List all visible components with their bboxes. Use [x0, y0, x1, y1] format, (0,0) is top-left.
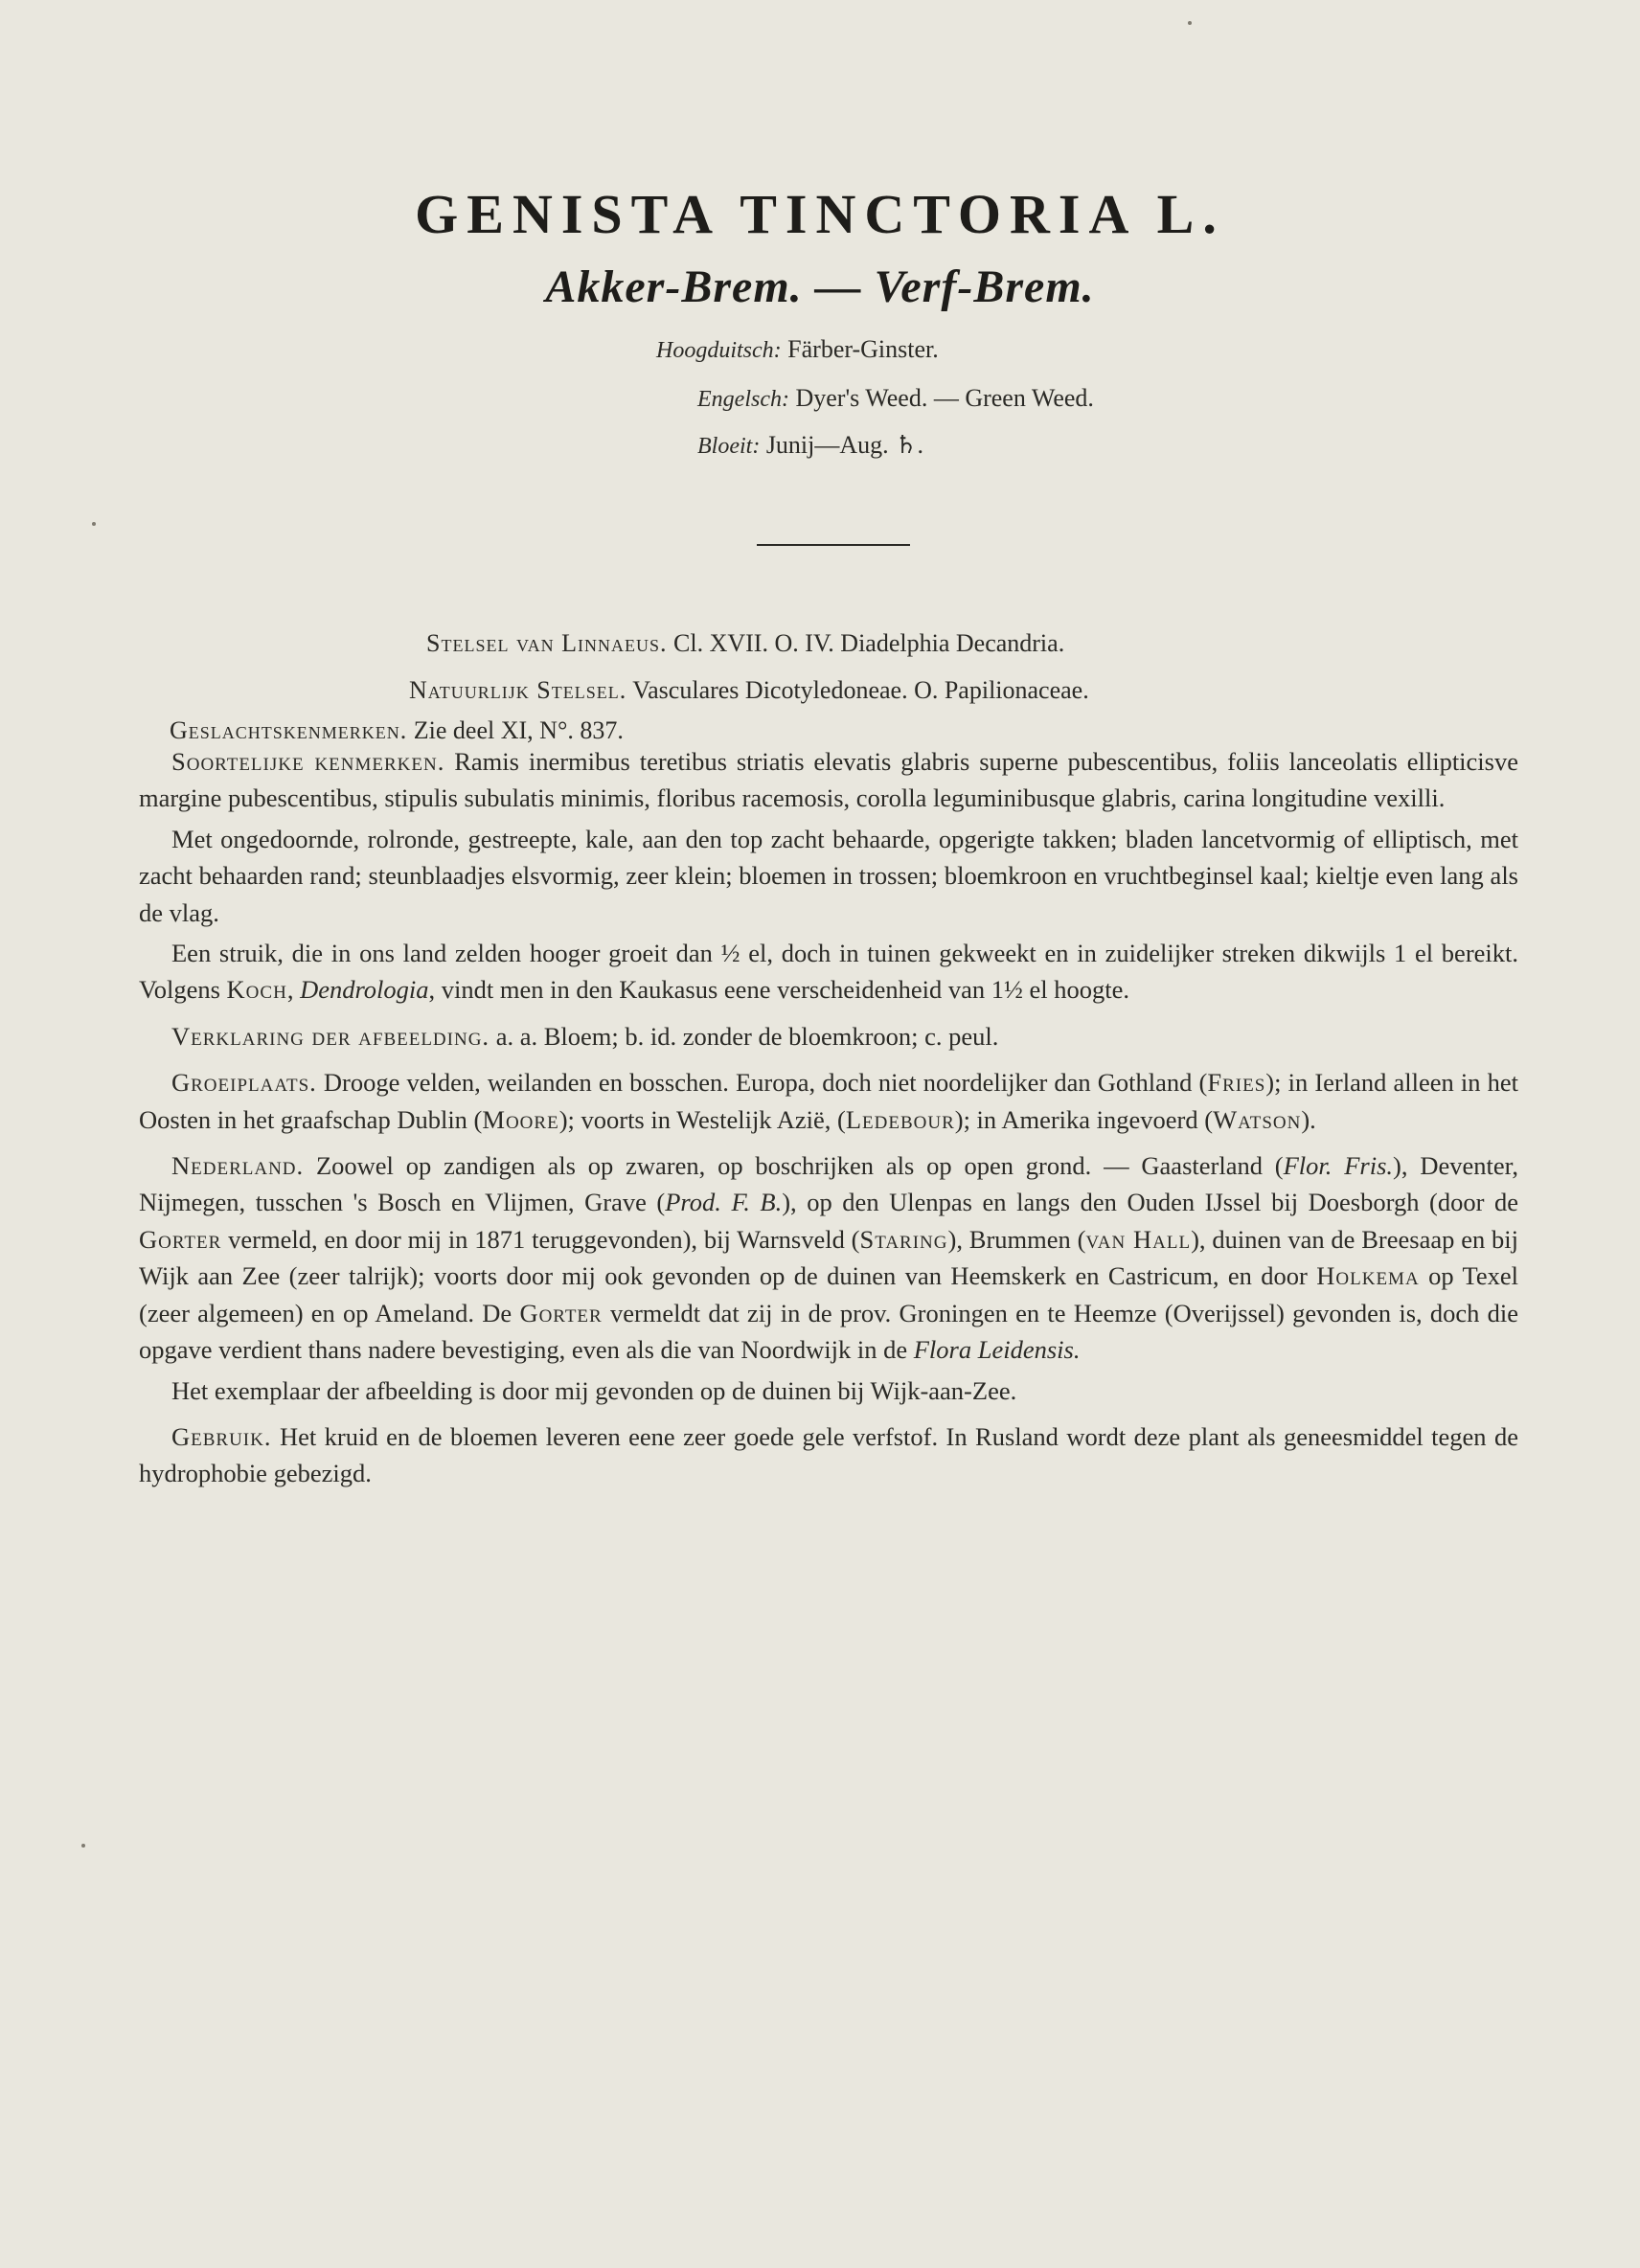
author-koch: Koch: [226, 975, 287, 1005]
linnaeus-label: Stelsel van Linnaeus.: [426, 629, 668, 657]
figure-text: a. a. Bloem; b. id. zonder de bloemkroon; c. peul.: [495, 1021, 999, 1051]
german-value: Färber-Ginster.: [787, 335, 939, 363]
linnaeus-value: Cl. XVII. O. IV. Diadelphia Decandria.: [673, 629, 1065, 657]
author-ledebour: Ledebour: [845, 1104, 955, 1134]
natural-system-line: [409, 676, 1089, 705]
bloom-line: [697, 431, 923, 460]
habitat-paragraph: [139, 1064, 1518, 1138]
nl-text-h: vermeldt dat zij in de prov. Groningen en te Heemze (Overijssel) gevonden is, doch die opgave verdient thans nadere bevestiging, even als die van Noordwijk in de: [139, 1298, 1519, 1365]
nl-text-b: ), Deventer, Nijmegen, tusschen 's Bosch en Vlijmen, Grave (: [139, 1151, 1518, 1217]
species-dutch-text: Met ongedoornde, rolronde, gestreepte, kale, aan den top zacht behaarde, opgerigte takken; bladen lancetvormig of elliptisch, met zacht behaarden rand; steunblaadjes elsvormig, zeer klein; bloemen in trossen; bloemkroon en vruchtbeginsel kaal; kieltje even lang als de vlag.: [139, 824, 1518, 927]
paper-speck: [1188, 21, 1192, 25]
habitat-text-c: ); voorts in Westelijk Azië, (: [558, 1104, 846, 1134]
figure-label: Verklaring der afbeelding.: [171, 1021, 490, 1051]
natural-label: Natuurlijk Stelsel.: [409, 676, 627, 704]
paper-speck: [92, 522, 96, 526]
use-label: Gebruik.: [171, 1421, 272, 1451]
netherlands-label: Nederland.: [171, 1151, 305, 1181]
german-label: Hoogduitsch:: [656, 338, 782, 363]
species-text: Ramis inermibus teretibus striatis elevatis glabris superne pubescentibus, foliis lanceolatis ellipticisve margine pubescentibus, stipulis subulatis minimis, floribus racemosis, corolla leguminibusque glabris, carina longitudine vexilli.: [139, 747, 1518, 813]
species-label: Soortelijke kenmerken.: [171, 747, 445, 776]
author-fries: Fries: [1207, 1068, 1266, 1098]
english-value: Dyer's Weed. — Green Weed.: [795, 384, 1094, 412]
figure-explanation-paragraph: [139, 1018, 1518, 1055]
use-paragraph: [139, 1418, 1518, 1492]
genus-text: Zie deel XI, N°. 837.: [413, 716, 624, 744]
nl-text-d: vermeld, en door mij in 1871 teruggevonden), bij Warnsveld (: [228, 1224, 860, 1254]
bloom-label: Bloeit:: [697, 434, 761, 459]
linnaeus-system-line: [426, 629, 1064, 658]
nl-text-c: ), op den Ulenpas en langs den Ouden IJssel bij Doesborgh (door de: [782, 1188, 1518, 1217]
habitat-text-b: ); in Ierland alleen in het Oosten in het graafschap Dublin (: [139, 1068, 1518, 1134]
english-name-line: [697, 384, 1094, 413]
shrub-text-c: , vindt men in den Kaukasus eene verscheidenheid van 1½ el hoogte.: [428, 975, 1130, 1005]
habitat-label: Groeiplaats.: [171, 1068, 317, 1098]
habitat-text-d: ); in Amerika ingevoerd (: [954, 1104, 1214, 1134]
author-staring: Staring: [859, 1224, 948, 1254]
natural-value: Vasculares Dicotyledoneae. O. Papilionaceae.: [632, 676, 1089, 704]
netherlands-paragraph: [139, 1147, 1518, 1368]
nl-text-e: ), Brummen (: [947, 1224, 1086, 1254]
nl-text-f: ), duinen van de Breesaap en bij Wijk aan Zee (zeer talrijk); voorts door mij ook gevonden op de duinen van Heemskerk en Castricum, en door: [139, 1224, 1519, 1291]
use-text: Het kruid en de bloemen leveren eene zeer goede gele verfstof. In Rusland wordt deze plant als geneesmiddel tegen de hydrophobie gebezigd.: [139, 1421, 1519, 1488]
habitat-text-a: Drooge velden, weilanden en bosschen. Europa, doch niet noordelijker dan Gothland (: [323, 1068, 1208, 1098]
dutch-names-subtitle: Akker-Brem. — Verf-Brem.: [545, 261, 1095, 312]
german-name-line: [656, 335, 939, 364]
species-dutch-paragraph: [139, 821, 1518, 931]
genus-line: [170, 716, 624, 745]
author-holkema: Holkema: [1316, 1261, 1420, 1291]
paper-speck: [81, 1844, 85, 1848]
nl-text-a: Zoowel op zandigen als op zwaren, op boschrijken als op open grond. — Gaasterland (: [315, 1151, 1284, 1181]
work-dendrologia: Dendrologia: [300, 975, 429, 1005]
author-gorter-2: Gorter: [519, 1298, 603, 1327]
species-characters-paragraph: [139, 743, 1518, 817]
bloom-value: Junij—Aug. ♄.: [765, 431, 923, 459]
work-flor-fris: Flor. Fris.: [1283, 1151, 1394, 1181]
nl-text-g: op Texel (zeer algemeen) en op Ameland. De: [139, 1261, 1519, 1327]
specimen-paragraph: [139, 1372, 1518, 1409]
author-gorter: Gorter: [139, 1224, 222, 1254]
habitat-text-e: ).: [1301, 1104, 1316, 1134]
english-label: Engelsch:: [697, 387, 789, 412]
species-title: GENISTA TINCTORIA L.: [415, 183, 1225, 245]
author-van-hall: van Hall: [1085, 1224, 1192, 1254]
genus-label: Geslachtskenmerken.: [170, 716, 408, 744]
shrub-text-a: Een struik, die in ons land zelden hooger groeit dan ½ el, doch in tuinen gekweekt en in zuidelijker streken dikwijls 1 el bereikt. Volgens: [139, 939, 1518, 1005]
author-moore: Moore: [482, 1104, 559, 1134]
work-prod-fb: Prod. F. B.: [665, 1188, 783, 1217]
shrub-paragraph: [139, 935, 1518, 1009]
shrub-text-b: ,: [286, 975, 294, 1005]
section-divider: [757, 544, 910, 546]
work-flora-leidensis: Flora Leidensis.: [913, 1335, 1081, 1365]
specimen-text: Het exemplaar der afbeelding is door mij gevonden op de duinen bij Wijk-aan-Zee.: [171, 1375, 1017, 1405]
main-body: [139, 743, 1518, 1502]
author-watson: Watson: [1213, 1104, 1302, 1134]
